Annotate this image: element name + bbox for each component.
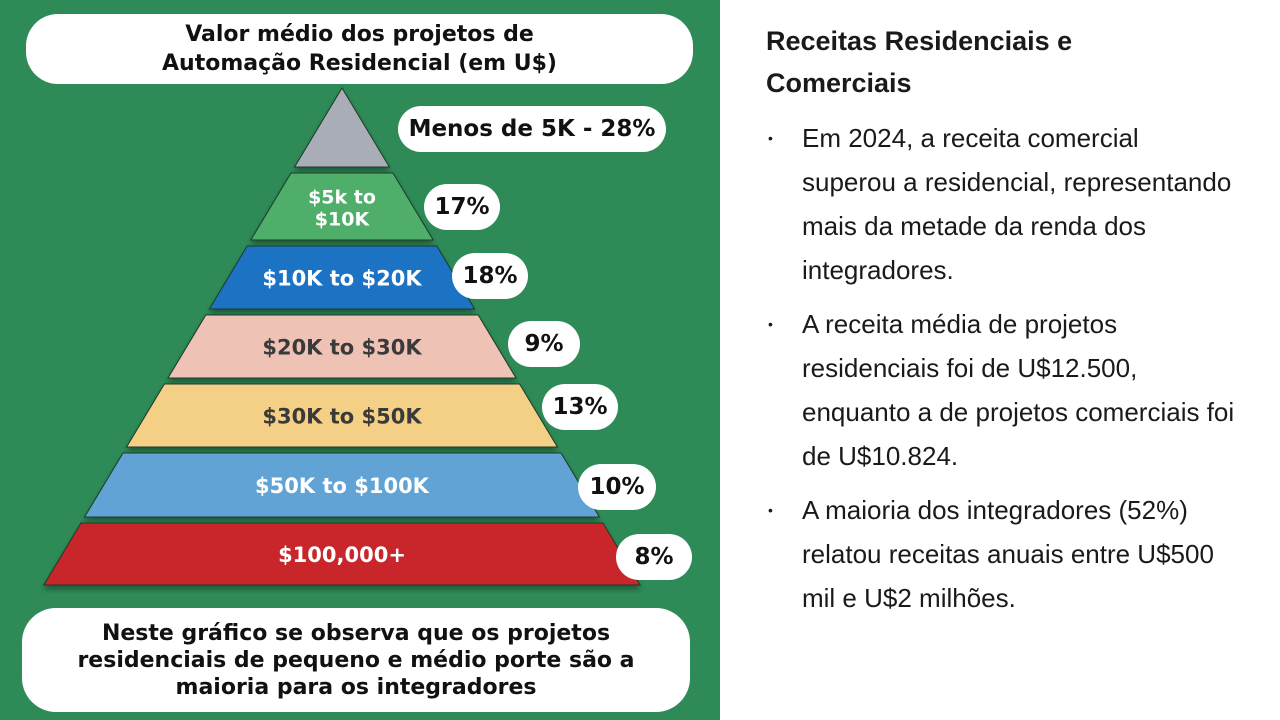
tier-percent-badge: 10%	[578, 464, 656, 510]
bullet-list	[766, 116, 1236, 630]
tier-range-label: $20K to $30K	[262, 335, 422, 360]
text-panel	[720, 0, 1280, 720]
bullet-text: A maioria dos integradores (52%) relatou receitas anuais entre U$500 mil e U$2 milhões.	[802, 495, 1214, 613]
bullet-dot: •	[768, 502, 773, 518]
tier-percent-badge: Menos de 5K - 28%	[398, 106, 666, 152]
bullet-text: A receita média de projetos residenciais foi de U$12.500, enquanto a de projetos comerciais foi de U$10.824.	[802, 309, 1235, 471]
infographic-note: Neste gráfico se observa que os projetos residenciais de pequeno e médio porte são a maioria para os integradores	[22, 608, 690, 712]
tier-percent-badge: 8%	[616, 534, 692, 580]
tier-percent-badge: 18%	[452, 253, 528, 299]
tier-range-label: $10K to $20K	[262, 266, 422, 291]
bullet-item	[766, 116, 1236, 292]
bullet-item	[766, 302, 1236, 478]
bullet-text: Em 2024, a receita comercial superou a residencial, representando mais da metade da renda dos integradores.	[802, 123, 1232, 285]
bullet-dot: •	[768, 130, 773, 146]
tier-range-label: $5k to $10K	[308, 186, 376, 231]
tier-percent-badge: 9%	[508, 321, 580, 367]
infographic-title: Valor médio dos projetos de Automação Residencial (em U$)	[26, 14, 693, 84]
bullet-dot: •	[768, 316, 773, 332]
tier-range-label: $30K to $50K	[262, 404, 422, 429]
tier-range-label: $100,000+	[278, 543, 406, 567]
pyramid-tier	[295, 88, 390, 167]
tier-percent-badge: 13%	[542, 384, 618, 430]
bullet-item	[766, 488, 1236, 620]
panel-heading: Receitas Residenciais e Comerciais	[766, 26, 1073, 98]
tier-range-label: $50K to $100K	[255, 474, 429, 498]
tier-percent-badge: 17%	[424, 184, 500, 230]
